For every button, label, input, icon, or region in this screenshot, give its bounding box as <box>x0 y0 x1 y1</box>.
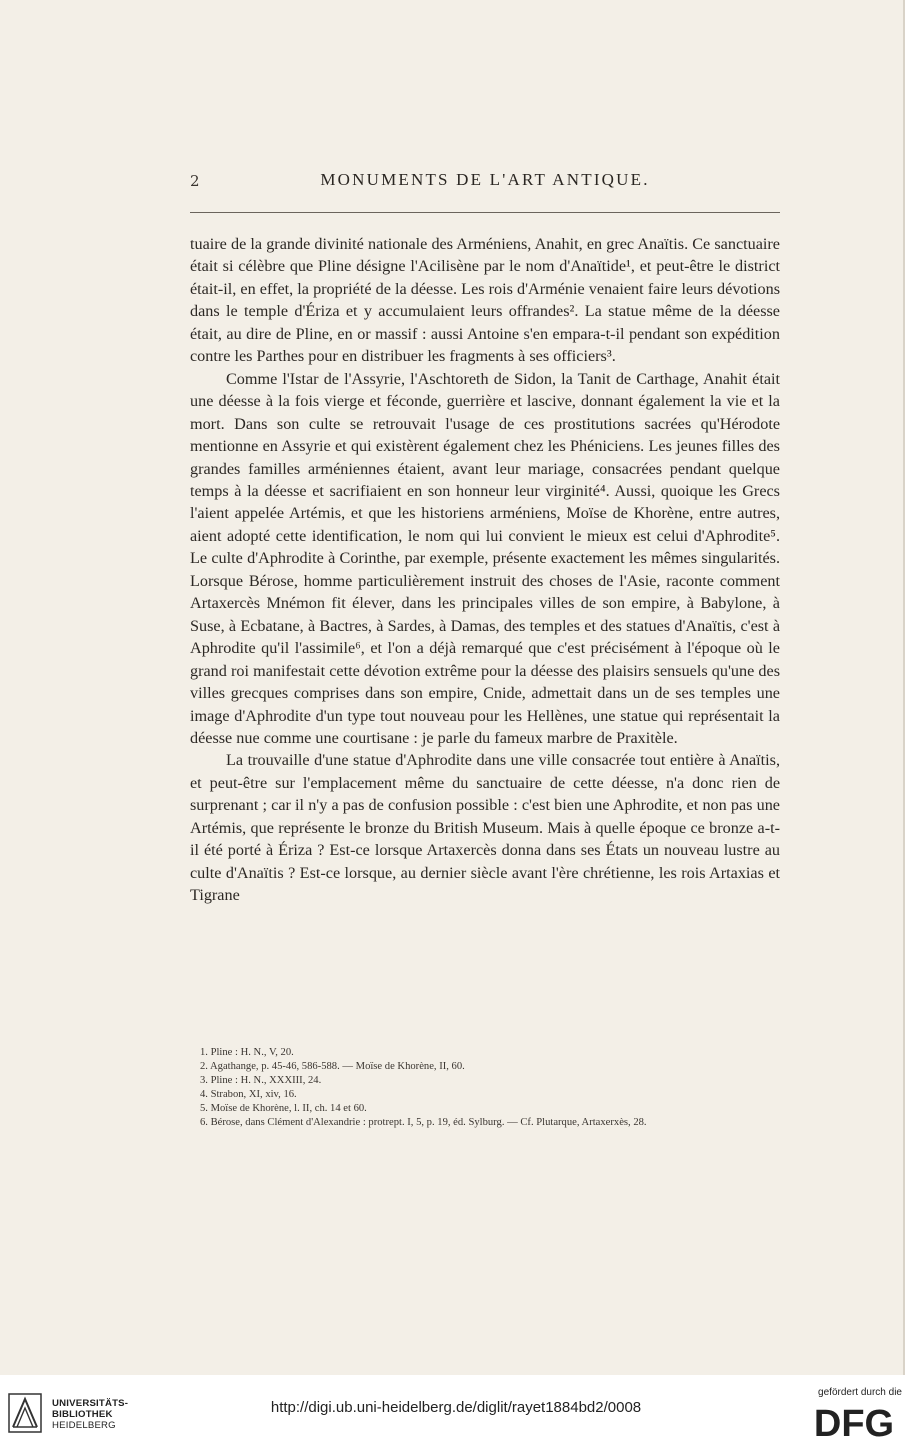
dfg-logo <box>808 1403 900 1441</box>
funding-caption: gefördert durch die <box>818 1387 902 1398</box>
footnote-4: 4. Strabon, XI, xiv, 16. <box>200 1089 297 1101</box>
footnote-6: 6. Bérose, dans Clément d'Alexandrie : protrept. I, 5, p. 19, éd. Sylburg. — Cf. Plutarque, Artaxerxès, 28. <box>200 1117 647 1129</box>
page-header <box>190 170 780 194</box>
paragraph-1: tuaire de la grande divinité nationale des Arméniens, Anahit, en grec Anaïtis. Ce sanctuaire était si célèbre que Pline désigne l'Acilisène par le nom d'Anaïtide¹, et peut-être le district était-il, en effet, la propriété de la déesse. Les rois d'Arménie venaient faire leurs dévotions dans le temple d'Ériza et y accumulaient leurs offrandes². La statue même de la déesse était, au dire de Pline, en or massif : aussi Antoine s'en empara-t-il pendant son expédition contre les Parthes pour en distribuer les fragments à ses officiers³. <box>190 235 780 366</box>
library-line-2: BIBLIOTHEK <box>52 1409 113 1420</box>
body-text <box>190 233 780 907</box>
paragraph-2: Comme l'Istar de l'Assyrie, l'Aschtoreth de Sidon, la Tanit de Carthage, Anahit était une déesse à la fois vierge et féconde, guerrière et lascive, donnant également la vie et la mort. Dans son culte se retrouvait l'usage de ces prostitutions sacrées qu'Hérodote mentionne en Assyrie et qui existèrent également chez les Phéniciens. Les jeunes filles des grandes familles arméniennes étaient, avant leur mariage, consacrées pendant quelque temps à la déesse et sacrifiaient en son honneur leur virginité⁴. Aussi, quoique les Grecs l'aient appelée Artémis, et que les historiens arméniens, Moïse de Khorène, entre autres, aient adopté cette identification, le nom qui lui convient le mieux est celui d'Aphrodite⁵. Le culte d'Aphrodite à Corinthe, par exemple, présente exactement les mêmes singularités. Lorsque Bérose, homme particulièrement instruit des choses de l'Asie, raconte comment Artaxercès Mnémon fit élever, dans les principales villes de son empire, à Babylone, à Suse, à Ecbatane, à Bactres, à Sardes, à Damas, des temples et des statues d'Anaïtis, c'est à Aphrodite qu'il l'assimile⁶, et l'on a déjà remarqué que c'est précisément à l'époque où le grand roi manifestait cette dévotion extrême pour la déesse des plaisirs sensuels qu'une des villes grecques comprises dans son empire, Cnide, admettait dans un de ses temples une image d'Aphrodite d'un type tout nouveau pour les Hellènes, une statue qui représentait la déesse nue comme une courtisane : je parle du fameux marbre de Praxitèle. <box>190 369 780 747</box>
dfg-logo-text: DFG <box>813 1403 895 1441</box>
library-line-3: HEIDELBERG <box>52 1420 116 1431</box>
footnote-1: 1. Pline : H. N., V, 20. <box>200 1047 294 1058</box>
library-line-1: UNIVERSITÄTS- <box>52 1398 129 1409</box>
footnote-5: 5. Moïse de Khorène, l. II, ch. 14 et 60. <box>200 1103 367 1115</box>
paragraph-3: La trouvaille d'une statue d'Aphrodite dans une ville consacrée tout entière à Anaïtis, et peut-être sur l'emplacement même du sanctuaire de cette déesse, n'a donc rien de surprenant ; car il n'y a pas de confusion possible : c'est bien une Aphrodite, et non pas une Artémis, que représente le bronze du British Museum. Mais à quelle époque ce bronze a-t-il été porté à Ériza ? Est-ce lorsque Artaxercès donna dans ses États un nouveau lustre au culte d'Anaïtis ? Est-ce lorsque, au dernier siècle avant l'ère chrétienne, les rois Artaxias et Tigrane <box>190 751 780 905</box>
permalink-url[interactable]: http://digi.ub.uni-heidelberg.de/diglit/rayet1884bd2/0008 <box>270 1399 642 1416</box>
footnotes <box>200 1046 770 1131</box>
footnote-3: 3. Pline : H. N., XXXIII, 24. <box>200 1075 322 1087</box>
footnote-2: 2. Agathange, p. 45-46, 586-588. — Moïse de Khorène, II, 60. <box>200 1061 465 1073</box>
running-title: MONUMENTS DE L'ART ANTIQUE. <box>320 170 650 189</box>
header-rule <box>190 212 780 213</box>
page-number: 2 <box>190 172 200 190</box>
viewer-footer <box>0 1375 912 1448</box>
